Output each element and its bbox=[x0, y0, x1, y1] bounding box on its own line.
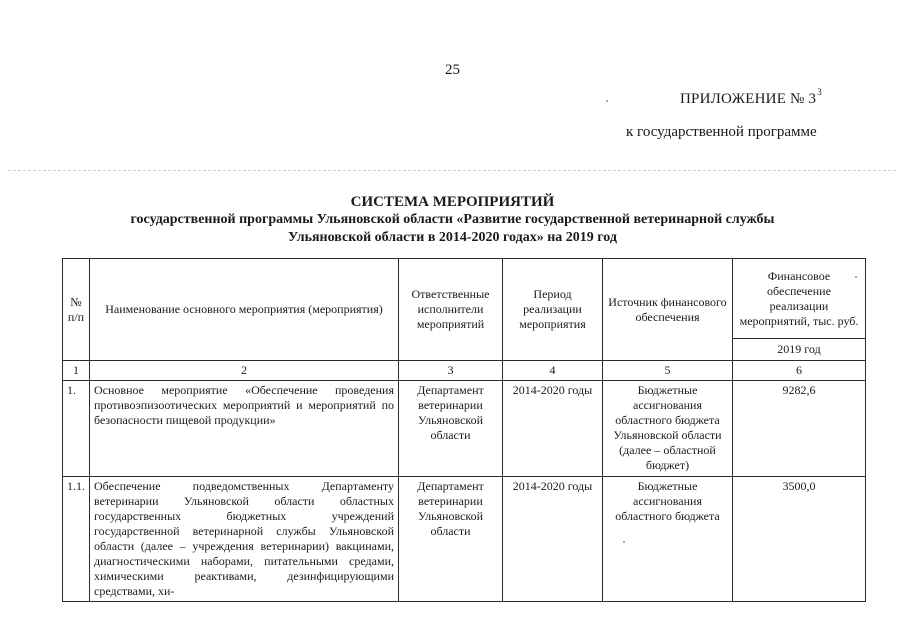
appendix-label: ПРИЛОЖЕНИЕ № 3 bbox=[680, 91, 817, 107]
row-source: Бюджетные ассигнования областного бюджета bbox=[603, 477, 733, 602]
index-cell: 5 bbox=[603, 361, 733, 381]
row-amount: 3500,0 bbox=[733, 477, 866, 602]
index-cell: 3 bbox=[399, 361, 503, 381]
table-index-row bbox=[63, 361, 866, 381]
scan-speck bbox=[855, 276, 857, 278]
row-period: 2014-2020 годы bbox=[503, 477, 603, 602]
header-name: Наименование основного мероприятия (мероприятия) bbox=[90, 259, 399, 361]
title-line-3: Ульяновской области в 2014-2020 годах» на 2019 год bbox=[288, 230, 617, 245]
row-executor: Департамент ветеринарии Ульяновской области bbox=[399, 381, 503, 477]
measures-table bbox=[62, 258, 866, 602]
title-main: СИСТЕМА МЕРОПРИЯТИЙ bbox=[350, 194, 555, 210]
row-number: 1.1. bbox=[63, 477, 90, 602]
header-num: № п/п bbox=[63, 259, 90, 361]
row-amount: 9282,6 bbox=[733, 381, 866, 477]
row-period: 2014-2020 годы bbox=[503, 381, 603, 477]
header-source: Источник финансового обеспечения bbox=[603, 259, 733, 361]
table-header-row bbox=[63, 259, 866, 339]
row-number: 1. bbox=[63, 381, 90, 477]
table-row bbox=[63, 477, 866, 602]
appendix-superscript: 3 bbox=[817, 87, 822, 97]
header-finance: Финансовое обеспечение реализации мероприятий, тыс. руб. bbox=[733, 259, 866, 339]
scan-speck bbox=[623, 541, 625, 543]
index-cell: 6 bbox=[733, 361, 866, 381]
header-executors: Ответственные исполнители мероприятий bbox=[399, 259, 503, 361]
scan-speck bbox=[606, 100, 608, 102]
header-period: Период реализации мероприятия bbox=[503, 259, 603, 361]
row-name: Обеспечение подведомственных Департаменту ветеринарии Ульяновской области областных государственных бюджетных учреждений государственной ветеринарной службы Ульяновской области (далее – учреждения ветеринарии) вакцинами, диагностическими наборами, питательными средами, химическими реактивами, дезинфицирующими средствами, хи- bbox=[90, 477, 399, 602]
header-year: 2019 год bbox=[733, 339, 866, 361]
scan-artifact-line bbox=[8, 170, 896, 171]
row-executor: Департамент ветеринарии Ульяновской области bbox=[399, 477, 503, 602]
table-row bbox=[63, 381, 866, 477]
title-line-2: государственной программы Ульяновской области «Развитие государственной ветеринарной службы bbox=[130, 212, 775, 227]
row-name: Основное мероприятие «Обеспечение проведения противоэпизоотических мероприятий и мероприятий по безопасности пищевой продукции» bbox=[90, 381, 399, 477]
appendix-heading bbox=[680, 87, 822, 108]
appendix-subtitle: к государственной программе bbox=[626, 124, 817, 140]
index-cell: 2 bbox=[90, 361, 399, 381]
index-cell: 4 bbox=[503, 361, 603, 381]
document-title bbox=[0, 193, 905, 247]
index-cell: 1 bbox=[63, 361, 90, 381]
page-number: 25 bbox=[445, 62, 460, 78]
row-source: Бюджетные ассигнования областного бюджета Ульяновской области (далее – областной бюджет) bbox=[603, 381, 733, 477]
